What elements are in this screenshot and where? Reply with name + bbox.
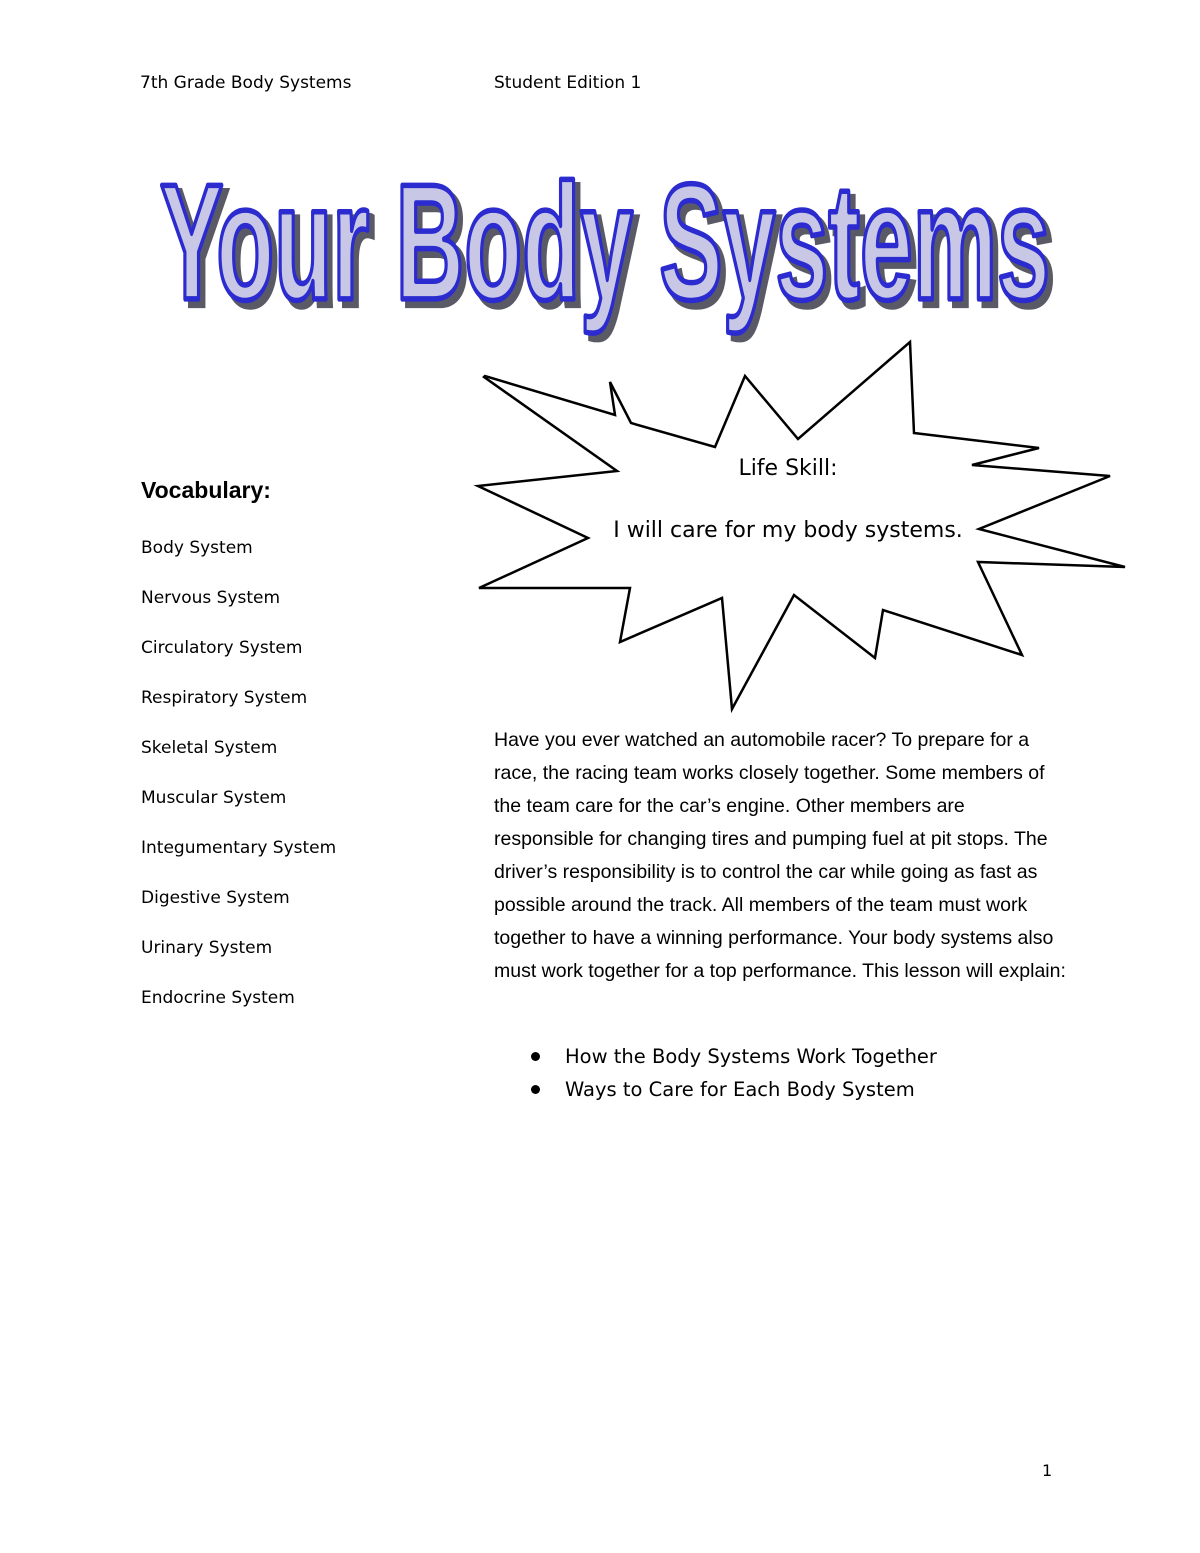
life-skill-label: Life Skill: [738,456,838,481]
vocab-item: Skeletal System [141,738,278,758]
lesson-bullet [527,1040,937,1073]
vocab-item: Circulatory System [141,638,303,658]
vocabulary-heading: Vocabulary: [141,477,271,503]
vocab-item: Body System [141,538,253,558]
bullet-icon [531,1052,540,1061]
vocab-item: Urinary System [141,938,273,958]
lesson-bullet-list [527,1040,937,1106]
header-right: Student Edition 1 [494,73,642,93]
vocab-item: Nervous System [141,588,281,608]
page-number: 1 [1042,1461,1053,1480]
vocab-item: Respiratory System [141,688,308,708]
life-skill-text: I will care for my body systems. [613,518,963,543]
vocab-item: Muscular System [141,788,287,808]
header-left: 7th Grade Body Systems [140,73,352,93]
vocab-item: Integumentary System [141,838,337,858]
wordart-title-text: Your Body Systems [160,170,1050,335]
svg-text:Your Body Systems: Your Body Systems [165,170,1055,341]
vocabulary-list [141,536,336,1036]
lesson-bullet-text: How the Body Systems Work Together [565,1045,937,1068]
intro-paragraph: Have you ever watched an automobile racer? To prepare for a race, the racing team works closely together. Some members of the team care for the car’s engine. Other members are responsible for changing tires and pumping fuel at pit stops. The driver’s responsibility is to control the car while going as fast as possible around the track. All members of the team must work together to have a winning performance. Your body systems also must work together for a top performance. This lesson will explain: [494,729,1066,982]
lesson-bullet-text: Ways to Care for Each Body System [565,1078,915,1101]
lesson-bullet [527,1073,937,1106]
bullet-icon [531,1085,540,1094]
vocab-item: Digestive System [141,888,290,908]
vocab-item: Endocrine System [141,988,295,1008]
